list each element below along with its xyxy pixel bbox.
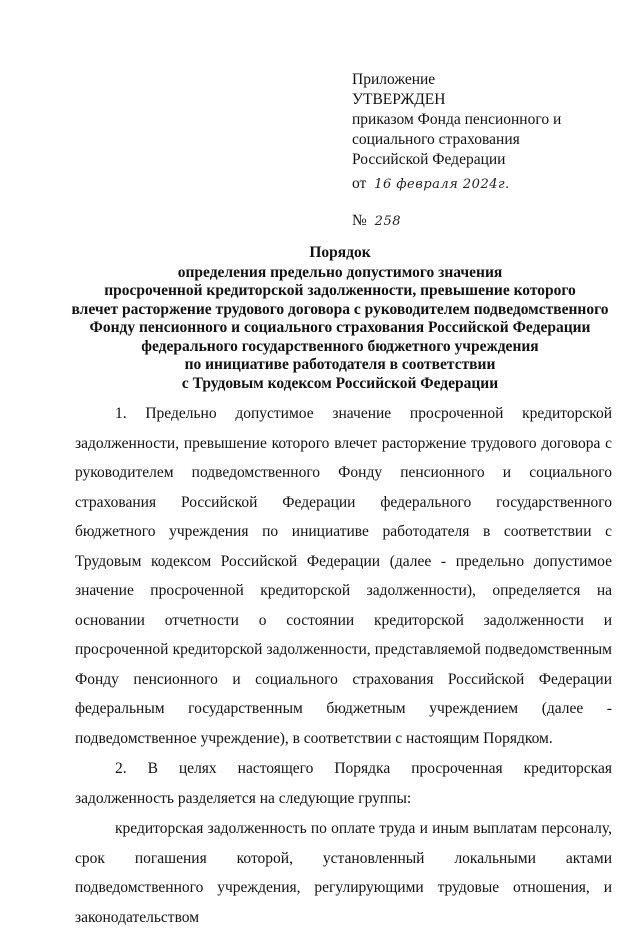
approval-line: приказом Фонда пенсионного и (352, 111, 562, 128)
title-heading: Порядок (309, 244, 371, 261)
date-prefix: от (352, 175, 367, 192)
title-line: просроченной кредиторской задолженности, превышение которого (104, 282, 576, 299)
approval-date (352, 175, 510, 193)
title-line: определения предельно допустимого значения (177, 263, 503, 281)
title-line: Фонду пенсионного и социального страхования Российской Федерации (89, 319, 591, 336)
approval-block (352, 70, 622, 170)
approval-line: Приложение (352, 71, 436, 88)
document-body (75, 399, 612, 932)
handwritten-date: 16 февраля 2024г. (374, 177, 510, 192)
title-line: с Трудовым кодексом Российской Федерации (181, 374, 499, 392)
paragraph-1: 1. Предельно допустимое значение просроченной кредиторской задолженности, превышение которого влечет расторжение трудового договора с руководителем подведомственного Фонду пенсионного и социального страхования Российской Федерации федерального государственного бюджетного учреждения по инициативе работодателя в соответствии с Трудовым кодексом Российской Федерации (далее - предельно допустимое значение просроченной кредиторской задолженности), определяется на основании отчетности о состоянии кредиторской задолженности и просроченной кредиторской задолженности, представляемой подведомственным Фонду пенсионного и социального страхования Российской Федерации федеральным государственным бюджетным учреждением (далее - подведомственное учреждение), в соответствии с настоящим Порядком. (75, 405, 612, 747)
number-prefix: № (352, 212, 367, 229)
title-line: по инициативе работодателя в соответствии (184, 356, 496, 373)
title-line: влечет расторжение трудового договора с руководителем подведомственного (71, 300, 609, 318)
paragraph-3: кредиторская задолженность по оплате труда и иным выплатам персоналу, срок погашения которой, установленный локальными актами подведомственного учреждения, регулирующими трудовые отношения, и законодательством (75, 820, 612, 926)
approval-line: Российской Федерации (352, 151, 506, 168)
paragraph-2: 2. В целях настоящего Порядка просроченная кредиторская задолженность разделяется на следующие группы: (75, 760, 612, 807)
handwritten-number: 258 (374, 214, 401, 229)
approval-line: социального страхования (352, 131, 520, 148)
approval-number (352, 212, 401, 230)
document-title (60, 244, 620, 393)
title-line: федерального государственного бюджетного учреждения (141, 337, 539, 355)
approval-line: УТВЕРЖДЕН (352, 91, 446, 108)
